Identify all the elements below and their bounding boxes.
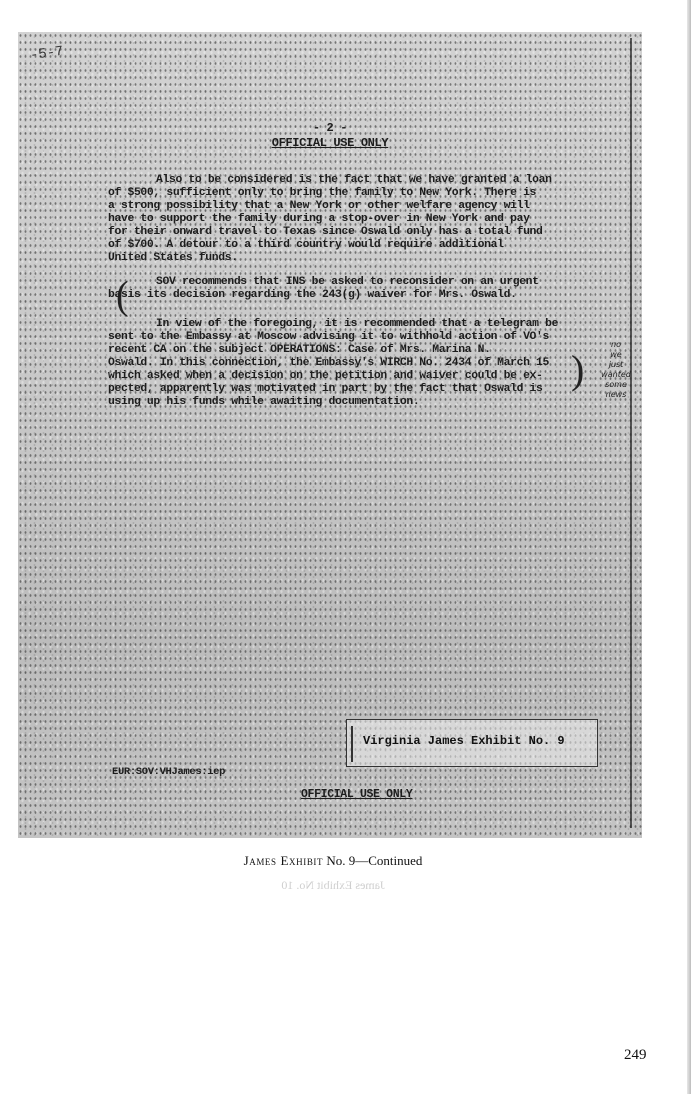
paragraph-line: Oswald. In this connection, the Embassy's WIRCH No. 2434 of March 15 [108, 357, 550, 369]
memo-page-number: - 2 - [312, 121, 348, 135]
exhibit-caption [0, 853, 666, 869]
paragraph-line: In view of the foregoing, it is recommended that a telegram be [156, 318, 559, 330]
drafter-initials: EUR:SOV:VHJames:iep [112, 766, 226, 778]
paragraph-line: a strong possibility that a New York or other welfare agency will [108, 200, 530, 212]
handwritten-bracket-left: ( [116, 273, 129, 319]
paragraph-recommendation [108, 276, 539, 302]
paragraph-telegram [108, 318, 558, 409]
paragraph-line: sent to the Embassy at Moscow advising it to withhold action of VO's [108, 331, 550, 343]
paragraph-line: using up his funds while awaiting documentation. [108, 396, 420, 408]
classification-footer: OFFICIAL USE ONLY [301, 788, 413, 801]
caption-name: James Exhibit [243, 853, 324, 868]
paragraph-line: for their onward travel to Texas since Oswald only has a total fund [108, 226, 543, 238]
note-word: some [605, 380, 627, 389]
paragraph-line: Also to be considered is the fact that we have granted a loan [156, 174, 552, 186]
paragraph-line: basis its decision regarding the 243(g) waiver for Mrs. Oswald. [108, 289, 517, 301]
caption-suffix: —Continued [355, 853, 423, 868]
handwritten-bracket-right: ) [571, 347, 585, 392]
paragraph-line: which asked when a decision on the petition and waiver could be ex- [108, 370, 543, 382]
note-word: wanted [601, 370, 631, 379]
paragraph-line: United States funds. [108, 252, 238, 264]
paragraph-loan [108, 174, 552, 265]
memo-right-border [630, 38, 632, 828]
exhibit-stamp-text: Virginia James Exhibit No. 9 [363, 734, 565, 748]
exhibit-stamp [346, 719, 598, 767]
paragraph-line: pected, apparently was motivated in part by the fact that Oswald is [108, 383, 543, 395]
memo-photocopy [18, 32, 642, 838]
page-edge [687, 0, 691, 1094]
paragraph-line: recent CA on the subject OPERATIONS: Case of Mrs. Marina N. [108, 344, 491, 356]
note-word: no [611, 340, 621, 349]
stamp-inner-rule [351, 726, 353, 762]
handwritten-margin-note [594, 340, 638, 400]
note-word: news [605, 390, 627, 399]
paragraph-line: have to support the family during a stop-over in New York and pay [108, 213, 530, 225]
paragraph-line: SOV recommends that INS be asked to reconsider on an urgent [156, 276, 539, 288]
note-word: we [610, 350, 622, 359]
bleed-through-text: James Exhibit No. 10 [281, 878, 385, 892]
paragraph-line: of $700. A detour to a third country would require additional [108, 239, 504, 251]
corner-mark: -5-7 [29, 43, 65, 65]
caption-number: No. 9 [326, 853, 356, 868]
page-folio: 249 [624, 1047, 647, 1063]
classification-header: OFFICIAL USE ONLY [271, 136, 389, 150]
note-word: just [608, 360, 624, 369]
paragraph-line: of $500, sufficient only to bring the family to New York. There is [108, 187, 537, 199]
